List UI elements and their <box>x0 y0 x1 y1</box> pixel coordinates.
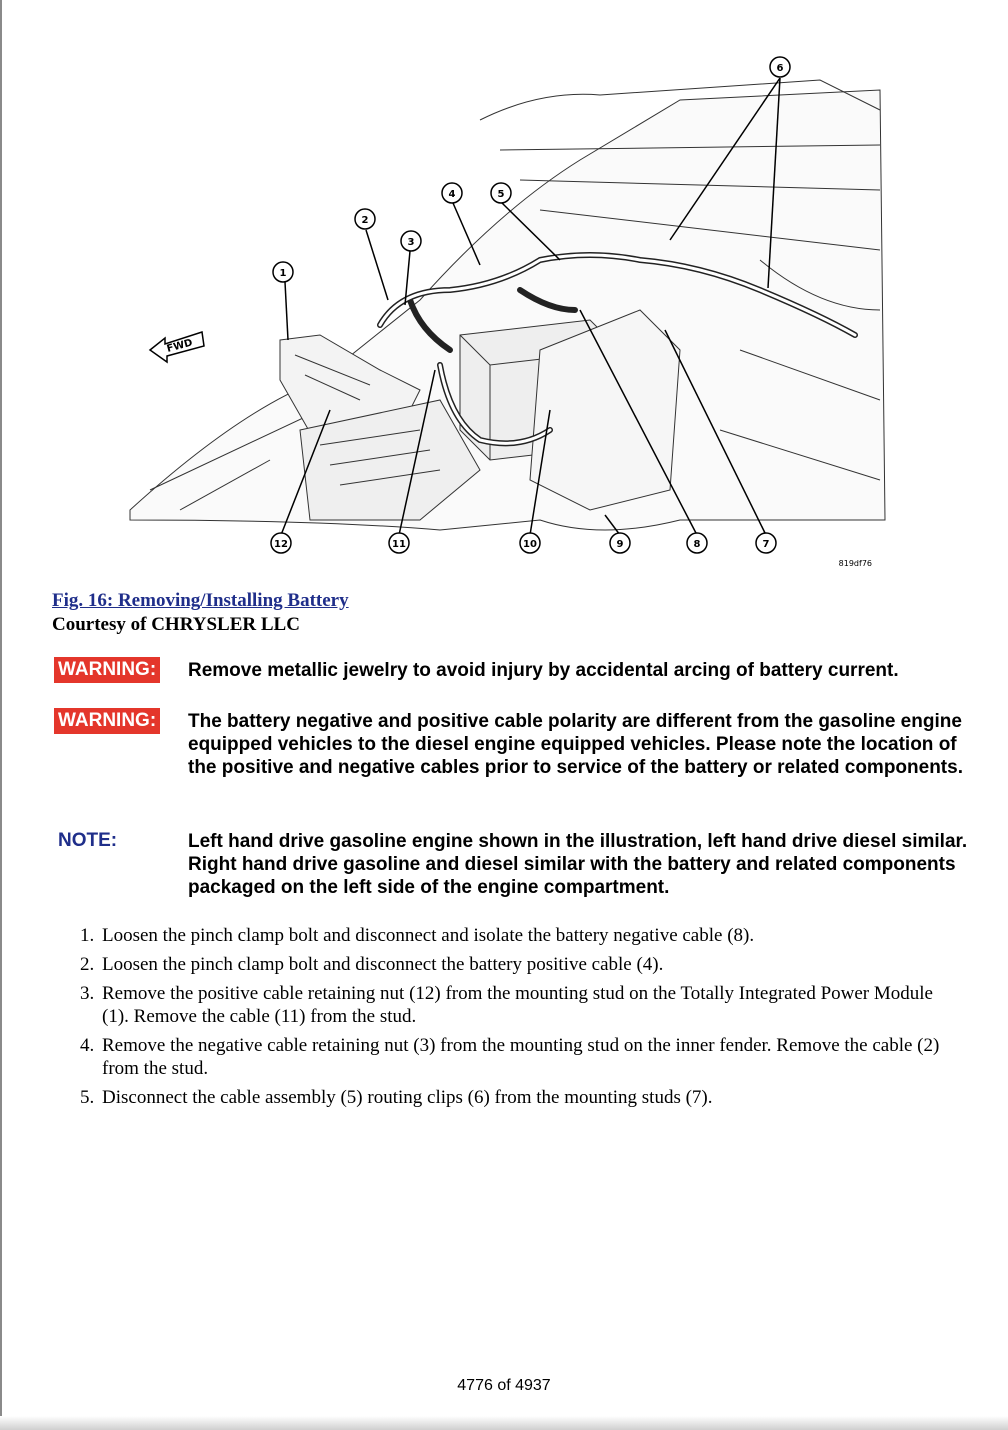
step-number: 5. <box>80 1087 95 1108</box>
figure-caption-link[interactable]: Fig. 16: Removing/Installing Battery <box>52 590 349 611</box>
warning-tag: WARNING: <box>54 708 160 734</box>
step-number: 3. <box>80 983 95 1004</box>
svg-text:12: 12 <box>274 539 288 550</box>
svg-text:10: 10 <box>523 539 537 550</box>
step-item <box>80 982 960 1028</box>
warning-notice-2 <box>54 708 974 779</box>
step-number: 1. <box>80 925 95 946</box>
step-item <box>80 924 960 947</box>
fwd-arrow-icon <box>150 332 204 362</box>
step-text: Remove the negative cable retaining nut (3) from the mounting stud on the inner fender. Remove the cable (2) from the stud. <box>102 1035 940 1079</box>
warning-text: The battery negative and positive cable polarity are different from the gasoline engine equipped vehicles to the diesel engine equipped vehicles. Please note the location of the positive and negative cables prior to service of the battery or related components. <box>188 711 963 778</box>
callout-6 <box>770 57 790 77</box>
step-text: Loosen the pinch clamp bolt and disconnect the battery positive cable (4). <box>102 954 664 975</box>
svg-text:2: 2 <box>361 215 369 226</box>
warning-notice-1 <box>54 657 974 683</box>
callout-4 <box>442 183 462 203</box>
svg-text:6: 6 <box>776 63 784 74</box>
page-edge <box>0 0 2 1430</box>
note-tag: NOTE: <box>58 830 118 851</box>
step-number: 4. <box>80 1035 95 1056</box>
battery-removal-illustration <box>120 50 900 580</box>
callout-2 <box>355 209 375 229</box>
callout-3 <box>401 231 421 251</box>
svg-text:4: 4 <box>448 189 456 200</box>
page-bottom-edge <box>0 1416 1008 1430</box>
svg-text:5: 5 <box>497 189 505 200</box>
svg-text:7: 7 <box>762 539 770 550</box>
callout-9 <box>610 533 630 553</box>
step-text: Disconnect the cable assembly (5) routing clips (6) from the mounting studs (7). <box>102 1087 713 1108</box>
step-item <box>80 1086 960 1109</box>
svg-text:11: 11 <box>392 539 406 550</box>
callout-12 <box>271 533 291 553</box>
svg-text:1: 1 <box>279 268 287 279</box>
svg-text:3: 3 <box>407 237 415 248</box>
callout-10 <box>520 533 540 553</box>
svg-text:8: 8 <box>693 539 701 550</box>
callout-7 <box>756 533 776 553</box>
svg-text:FWD: FWD <box>165 337 194 355</box>
step-item <box>80 1034 960 1080</box>
procedure-steps <box>80 924 960 1115</box>
warning-text: Remove metallic jewelry to avoid injury by accidental arcing of battery current. <box>188 660 899 681</box>
page-number: 4776 of 4937 <box>457 1377 551 1394</box>
callout-8 <box>687 533 707 553</box>
step-text: Remove the positive cable retaining nut (12) from the mounting stud on the Totally Integrated Power Module (1). Remove the cable (11) from the stud. <box>102 983 933 1027</box>
step-text: Loosen the pinch clamp bolt and disconnect and isolate the battery negative cable (8). <box>102 925 755 946</box>
image-code: 819df76 <box>838 559 872 568</box>
step-number: 2. <box>80 954 95 975</box>
svg-text:9: 9 <box>616 539 624 550</box>
callout-5 <box>491 183 511 203</box>
callout-1 <box>273 262 293 282</box>
note-notice <box>54 828 974 899</box>
warning-tag: WARNING: <box>54 657 160 683</box>
callout-11 <box>389 533 409 553</box>
figure-courtesy: Courtesy of CHRYSLER LLC <box>52 614 300 635</box>
note-text: Left hand drive gasoline engine shown in the illustration, left hand drive diesel similar. Right hand drive gasoline and diesel similar with the battery and related components packaged on the left side of the engine compartment. <box>188 831 968 898</box>
step-item <box>80 953 960 976</box>
